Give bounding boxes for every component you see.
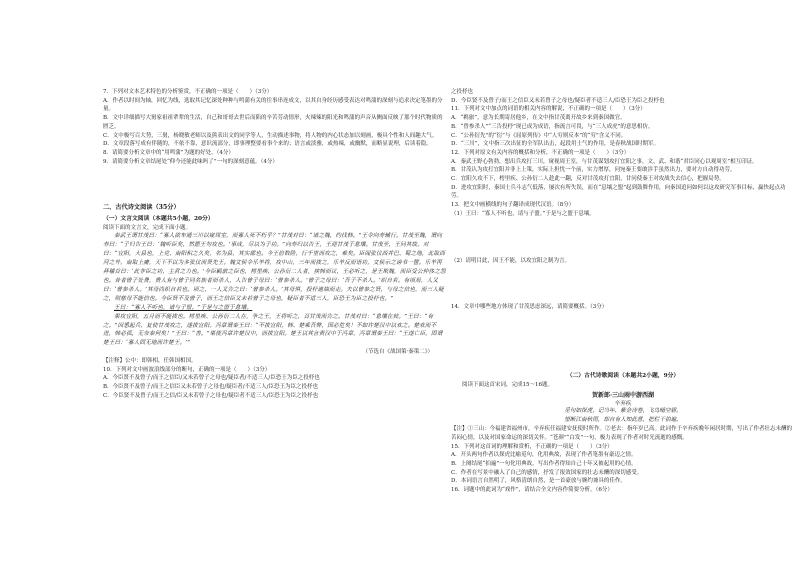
text-block-q15b: B．上阕结尾“拍遍”一句化用典故，写出作者得知自己十年又被起用的心情。 xyxy=(451,460,637,467)
text-block-gap1 xyxy=(103,182,447,188)
text-block-q10b: B．今臣贤不及曾子/而王之信臣又未若曾子之母也/疑臣者/不适三人/臣恐王为臣之投杼也 xyxy=(103,384,318,391)
text-block-c1: 秦武王谓甘茂曰：“寡人欲车通三川以窥周室，而寡人死不朽乎？”甘茂对曰：“请之魏，约伐韩。”王令向寿辅行。甘茂至魏，谓向寿曰：“子归告王曰：‘魏听臣矣，然愿王勿攻也。’事成，尽以为子功。”向寿归以告王，王迎甘茂于息壤。甘茂至，王问其故。对曰：“宜阳，大县也，上党、南阳积之久矣，名为县，其实郡也。今王倍数险，行千里而攻之，难矣。臣闻张仪西并巴、蜀之地，北取西河之外，南取上庸，天下不以为多张仪而贤先王。魏文侯令乐羊将，攻中山，三年而拔之，乐羊反而语功，文侯示之谤书一箧。乐羊再拜稽首曰：‘此非臣之功，主君之力也。’今臣羁旅之臣也，樗里疾、公孙衍二人者，挟韩而议，王必听之，是王欺魏，而臣受公仲侈之怨也。昔者曾子处费，费人有与曾子同名族者而杀人，人告曾子母曰：‘曾参杀人。’曾子之母曰：‘吾子不杀人。’织自若。有顷焉，人又曰：‘曾参杀人。’其母尚织自若也。顷之，一人又告之曰：‘曾参杀人。’其母惧，投杼逾墙而走。夫以曾参之贤，与母之信也，而三人疑之，则慈母不能信也。今臣贤不及曾子，而王之信臣又未若曾子之母也，疑臣者不适三人，臣恐王为臣之投杼也。” xyxy=(103,233,446,302)
text-block-q10c2: 之投杼也 xyxy=(451,89,474,95)
text-block-q12b: B．甘茂认为攻打宜阳并非上上策，实际上担忧一个前，实力增厚，问宛秦王要敢涉手虽然出力，要对方自动得功劳。 xyxy=(451,167,736,174)
text-block-pauthor: 辛弃疾 xyxy=(614,401,632,408)
text-block-source: （节选自《战国策·秦策二》） xyxy=(362,349,433,356)
text-block-q8: 8．请简要分析文章中的“用鸣蒲”为题的好处。（4分） xyxy=(103,149,234,156)
text-block-note: 【注释】公中：即韩相，任韩国相国。 xyxy=(103,357,197,364)
text-block-q7c: C．文中极写百大势，三舅，杨晓敏老师以及熊表出文的同学等人，生动描述事物，将人物的内心状态加以刻画，极具个性和人间趣大气。 xyxy=(103,132,438,139)
text-block-q11c: C．“公孙衍先”的“衍”与《屈原列传》中“人穷则反本”的“穷”含义不同。 xyxy=(451,132,627,139)
text-block-pnote: 【注】①三山：今福建省福州市，辛弃疾任福建安抚使时所作。②老去：指年岁已高。此词作于辛弃疾晚年闲居时期，写出了作者壮志未酬的苦闷心情，以及对国家命运的深切关怀。“苍颜”“白发”一句，极力表现了作者对时光流逝的感慨。 xyxy=(451,426,793,441)
text-block-sec2: 二、古代诗文阅读（35分） xyxy=(103,204,180,212)
text-block-pl1: 觅句如探虎，记当年、紫金诗卷，飞鸟晴空碧。 xyxy=(564,408,682,415)
text-block-q11: 11．下列对文中加点的词语的相关内容的解说，不正确的一项是（ ）（3分） xyxy=(451,106,646,113)
right-column xyxy=(451,88,794,495)
text-block-sec2b: （二）古代诗歌阅读（本题共2小题，9分） xyxy=(566,372,680,379)
text-block-q13b: （2）请明目此，因王不能，以攻宜阳之制为言。 xyxy=(451,257,571,264)
text-block-q15d: D．本词语言自然明了，风格清朗自然，是一首豪放与婉约兼具的佳作。 xyxy=(451,478,626,485)
text-block-q15: 15．下列对这首词的理解和赏析，不正确的一项是（ ）（3分） xyxy=(451,443,613,450)
text-block-ptitle: 贺新郎·三山雨中游西湖 xyxy=(591,392,655,400)
text-block-gap4 xyxy=(451,328,794,356)
left-column xyxy=(103,88,447,400)
text-block-q11a: A．“羁旅”，意为长期寄居他乡，在文中指甘茂离开故乡来到秦国做官。 xyxy=(451,115,626,122)
text-block-q13: 13．把文中画横线的句子翻译成现代汉语。（8分） xyxy=(451,202,575,209)
text-block-sec2a: （一）文言文阅读（本题共5小题，20分） xyxy=(103,216,214,223)
text-block-q12: 12．下列对原文有关内容的概括和分析，不正确的一项是（ ）（3分） xyxy=(451,149,630,156)
text-block-q10d: D．今臣贤不及曾子/而王之信臣又未若曾子之母也/疑臣者不适三人/臣恐王为臣之投杼也 xyxy=(451,97,665,104)
text-block-q12d: D．进攻宜阳时，秦国士兵斗志气低落，屡次有所失误，而在“息壤之盟”起到鼓舞作用，向秦国追问如何以这攻研究军事目标，赢快起点功劳。 xyxy=(451,184,786,200)
text-block-q11b: B．“曾参杀人”“三告投杼”现已成为成语，指流言可畏，与“三人成虎”的意思相仿。 xyxy=(451,123,654,130)
text-block-q15c: C．作者在写景中融入了自己的感情，抒发了报效国家的壮志未酬的深切感受。 xyxy=(451,469,643,476)
text-block-q9: 9．请简要分析文章结尾处“仰今还能此味吗了”一句的深刻意蕴。（4分） xyxy=(103,158,278,165)
text-block-q7a: A．作者以时间为轴，回忆为线，选取其记忆深处种种与鸣蒲有关的往事串连成文，以其自身经历感受表达对鸣蒲的深刻与追求决定笔墨的分量。 xyxy=(103,97,443,113)
text-block-q10c: C．今臣贤不及曾子/而王之信/臣又未若曾子之母也/疑臣者不适三人/臣恐王为臣之投杼也 xyxy=(103,392,319,399)
text-block-gap2 xyxy=(451,235,794,241)
text-block-gap3 xyxy=(451,281,794,287)
text-block-instr2: 阅读下面这首宋词，完成15～16题。 xyxy=(451,381,553,388)
text-block-q7: 7．下列对文本艺术特色的分析鉴赏，不正确的一项是（ ）（3分） xyxy=(103,89,273,95)
text-block-instr: 阅读下面的文言文，完成下面小题。 xyxy=(103,224,192,231)
text-block-q15a: A．开头两句作者以探虎比喻觅句，化用典故，表现了作者笔墨有豪迈之情。 xyxy=(451,452,637,459)
text-block-q7b: B．文中详细描写大舅家祖祖辈辈的生活，自己和哥哥去世后而陷的辛苦劳动情形，火辣辣的阳光和鸣蒲的声音从侧面反映了那个时代物质的匮乏。 xyxy=(103,115,443,130)
text-block-c3: 果攻宜阳，五月而不能拔也。樗里疾、公孙衍二人在，争之王，王将听之，召甘茂而告之。甘茂对曰：“息壤在彼。”王曰：“有之。”因悉起兵，复使甘茂攻之，遂拔宜阳。冯章谓秦王曰：“不拔宜阳，韩、楚乘吾弊，国必危矣！不如许楚汉中以欢之。楚欢而不进，韩必孤，无奈秦何矣！”王曰：“善。”果使冯章许楚汉中，而拔宜阳。楚王以其言责汉中于冯章，冯章谓秦王曰：“王遂亡臣，固谓楚王曰：‘寡人固无地而许楚王。’” xyxy=(103,313,443,347)
text-block-q13a: （1）王曰：“寡人不听也，请与子盟。”于是与之盟于息壤。 xyxy=(451,210,595,217)
text-block-q12a: A．秦武王野心勃勃，想出兵攻打三川，窥视周王室，与甘茂谋划攻打宜阳之事，文、武、和谐“君臣同心以观周室”相互印证。 xyxy=(451,158,758,165)
text-block-q16: 16．词题中的此词为“戏作”，请结合全文内容作简要分析。（6分） xyxy=(451,487,613,494)
text-block-q10: 10．下列对文中画波浪线部分的断句，正确的一项是（ ）（3分） xyxy=(103,366,271,373)
text-block-q7d: D．文章段落写成有伴随的，不依不靠，意识流部分，即事理整要看事个来的；语言或淡雅，或热辣，或幽默，而略显说理，后读着隐。 xyxy=(103,141,432,148)
text-block-q11d: D．“三川”，文中指三次出征的全军队出击，起段用士气的作用，是春秋战国时期军。 xyxy=(451,141,660,148)
text-block-c2: 王曰：“寡人不听也，请与子盟。”于是与之盟于息壤。 xyxy=(114,304,253,311)
text-block-q12c: C．宜阳久攻不下，樗里疾、公孙衍二人趁此一翻，反对甘茂攻打宜阳，甘问使秦王对攻战失去信心，把握局势。 xyxy=(451,176,725,183)
text-block-q14: 14．文章中哪些地方体现了甘茂思虑深远，请简要概括。（3分） xyxy=(451,304,608,311)
text-block-q10a: A．今臣贤不及曾子/而王之信臣/又未若曾子之母也/疑臣者/不适三人/臣恐王为臣之投杼也 xyxy=(103,375,320,382)
text-block-pl2: 望断江南秋雨，却自有人知此意，把栏干拍遍。 xyxy=(564,417,682,424)
